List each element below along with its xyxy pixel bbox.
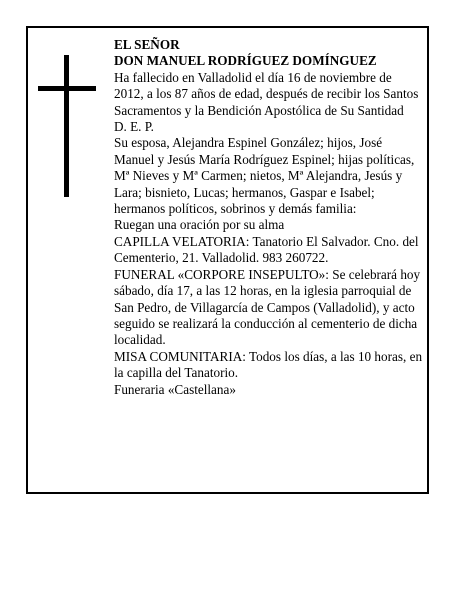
death-announcement: Ha fallecido en Valladolid el día 16 de noviembre de 2012, a los 87 años de edad, después de recibir los Santos Sacramentos y la Bendición Apostólica de Su Santidad <box>114 69 419 118</box>
prayer-request: Ruegan una oración por su alma <box>114 217 285 233</box>
community-mass-info: MISA COMUNITARIA: Todos los días, a las 10 horas, en la capilla del Tanatorio. <box>114 348 423 381</box>
funeral-home: Funeraria «Castellana» <box>114 381 236 397</box>
deceased-name: DON MANUEL RODRÍGUEZ DOMÍNGUEZ <box>114 53 377 69</box>
cross-icon-vertical-bar <box>64 55 69 197</box>
obituary-text <box>114 37 424 398</box>
chapel-info: CAPILLA VELATORIA: Tanatorio El Salvador. Cno. del Cementerio, 21. Valladolid. 983 260722. <box>114 233 419 266</box>
obituary-title: EL SEÑOR <box>114 37 180 52</box>
cross-icon-horizontal-bar <box>38 86 96 91</box>
family-list: Su esposa, Alejandra Espinel González; hijos, José Manuel y Jesús María Rodríguez Espinel; hijas políticas, Mª Nieves y Mª Carmen; nietos, Mª Alejandra, Jesús y Lara; bisnieto, Lucas; hermanos, Gaspar e Isabel; hermanos políticos, sobrinos y demás familia: <box>114 135 415 217</box>
funeral-info: FUNERAL «CORPORE INSEPULTO»: Se celebrará hoy sábado, día 17, a las 12 horas, en la iglesia parroquial de San Pedro, de Villagarcía de Campos (Valladolid), y acto seguido se realizará la conducción al cementerio de dicha localidad. <box>114 266 421 348</box>
rip-line: D. E. P. <box>114 119 154 135</box>
